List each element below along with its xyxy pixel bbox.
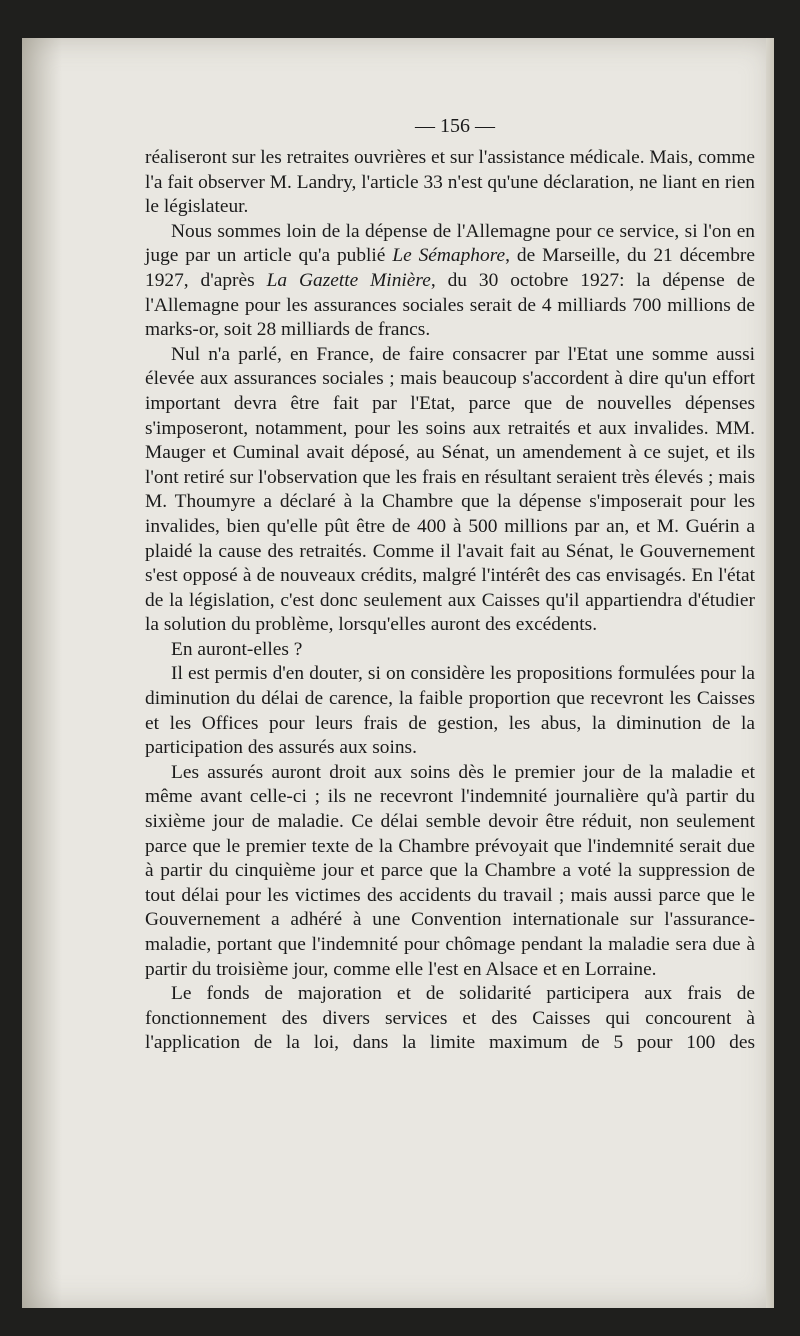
- newspaper-title-gazette: La Gazette Minière: [266, 269, 431, 291]
- paragraph-4: En auront-elles ?: [171, 638, 303, 660]
- paragraph-2-text-c: , du 30 octobre 1927: la dépense de l'Allemagne pour les assurances sociales serait de 4 milliards 700 millions de marks-or, soit 28 milliards de francs.: [145, 269, 755, 341]
- paper-edge: [766, 38, 774, 1308]
- paragraph-1: réaliseront sur les retraites ouvrières et sur l'assistance médicale. Mais, comme l'a fait observer M. Landry, l'article 33 n'est qu'une déclaration, ne liant en rien le législateur.: [145, 147, 755, 218]
- paragraph-2: [145, 220, 755, 343]
- paragraph-2-text-b: , de Marseille, du 21 décembre 1927, d'après: [145, 245, 755, 291]
- paragraph-7: Le fonds de majoration et de solidarité participera aux frais de fonctionnement des divers services et des Caisses qui concourent à l'application de la loi, dans la limite maximum de 5 pour 100 des: [145, 983, 755, 1054]
- page-number: — 156 —: [415, 115, 495, 137]
- page-content: [145, 112, 755, 1056]
- paragraph-2-text-a: Nous sommes loin de la dépense de l'Allemagne pour ce service, si l'on en juge par un article qu'a publié: [145, 220, 755, 267]
- paragraph-6: Les assurés auront droit aux soins dès le premier jour de la maladie et même avant celle-ci ; ils ne recevront l'indemnité journalière qu'à partir du sixième jour de maladie. Ce délai semble devoir être réduit, non seulement parce que le premier texte de la Chambre prévoyait que l'indemnité serait due à partir du cinquième jour et parce que la Chambre a voté la suppression de tout délai pour les victimes des accidents du travail ; mais aussi parce que le Gouvernement a adhéré à une Convention internationale sur l'assurance-maladie, portant que l'indemnité pour chômage pendant la maladie sera due à partir du troisième jour, comme elle l'est en Alsace et en Lorraine.: [145, 761, 755, 980]
- paragraph-5: Il est permis d'en douter, si on considère les propositions formulées pour la diminution du délai de carence, la faible proportion que recevront les Caisses et les Offices pour leurs frais de gestion, les abus, la diminution de la participation des assurés aux soins.: [145, 663, 755, 759]
- paragraph-3: Nul n'a parlé, en France, de faire consacrer par l'Etat une somme aussi élevée aux assurances sociales ; mais beaucoup s'accordent à dire qu'un effort important devra être fait par l'Etat, parce que de nouvelles dépenses s'imposeront, notamment, pour les soins aux retraités et aux invalides. MM. Mauger et Cuminal avait déposé, au Sénat, un amendement à ce sujet, et ils l'ont retiré sur l'observation que les frais en résultant seraient très élevés ; mais M. Thoumyre a déclaré à la Chambre que la dépense s'imposerait pour les invalides, bien qu'elle pût être de 400 à 500 millions par an, et M. Guérin a plaidé la cause des retraités. Comme il l'avait fait au Sénat, le Gouvernement s'est opposé à de nouveaux crédits, malgré l'intérêt des cas envisagés. En l'état de la législation, c'est donc seulement aux Caisses qu'il appartiendra d'étudier la solution du problème, lorsqu'elles auront des excédents.: [145, 343, 755, 636]
- gutter-shadow: [22, 38, 62, 1308]
- newspaper-title-semaphore: Le Sémaphore: [392, 245, 506, 267]
